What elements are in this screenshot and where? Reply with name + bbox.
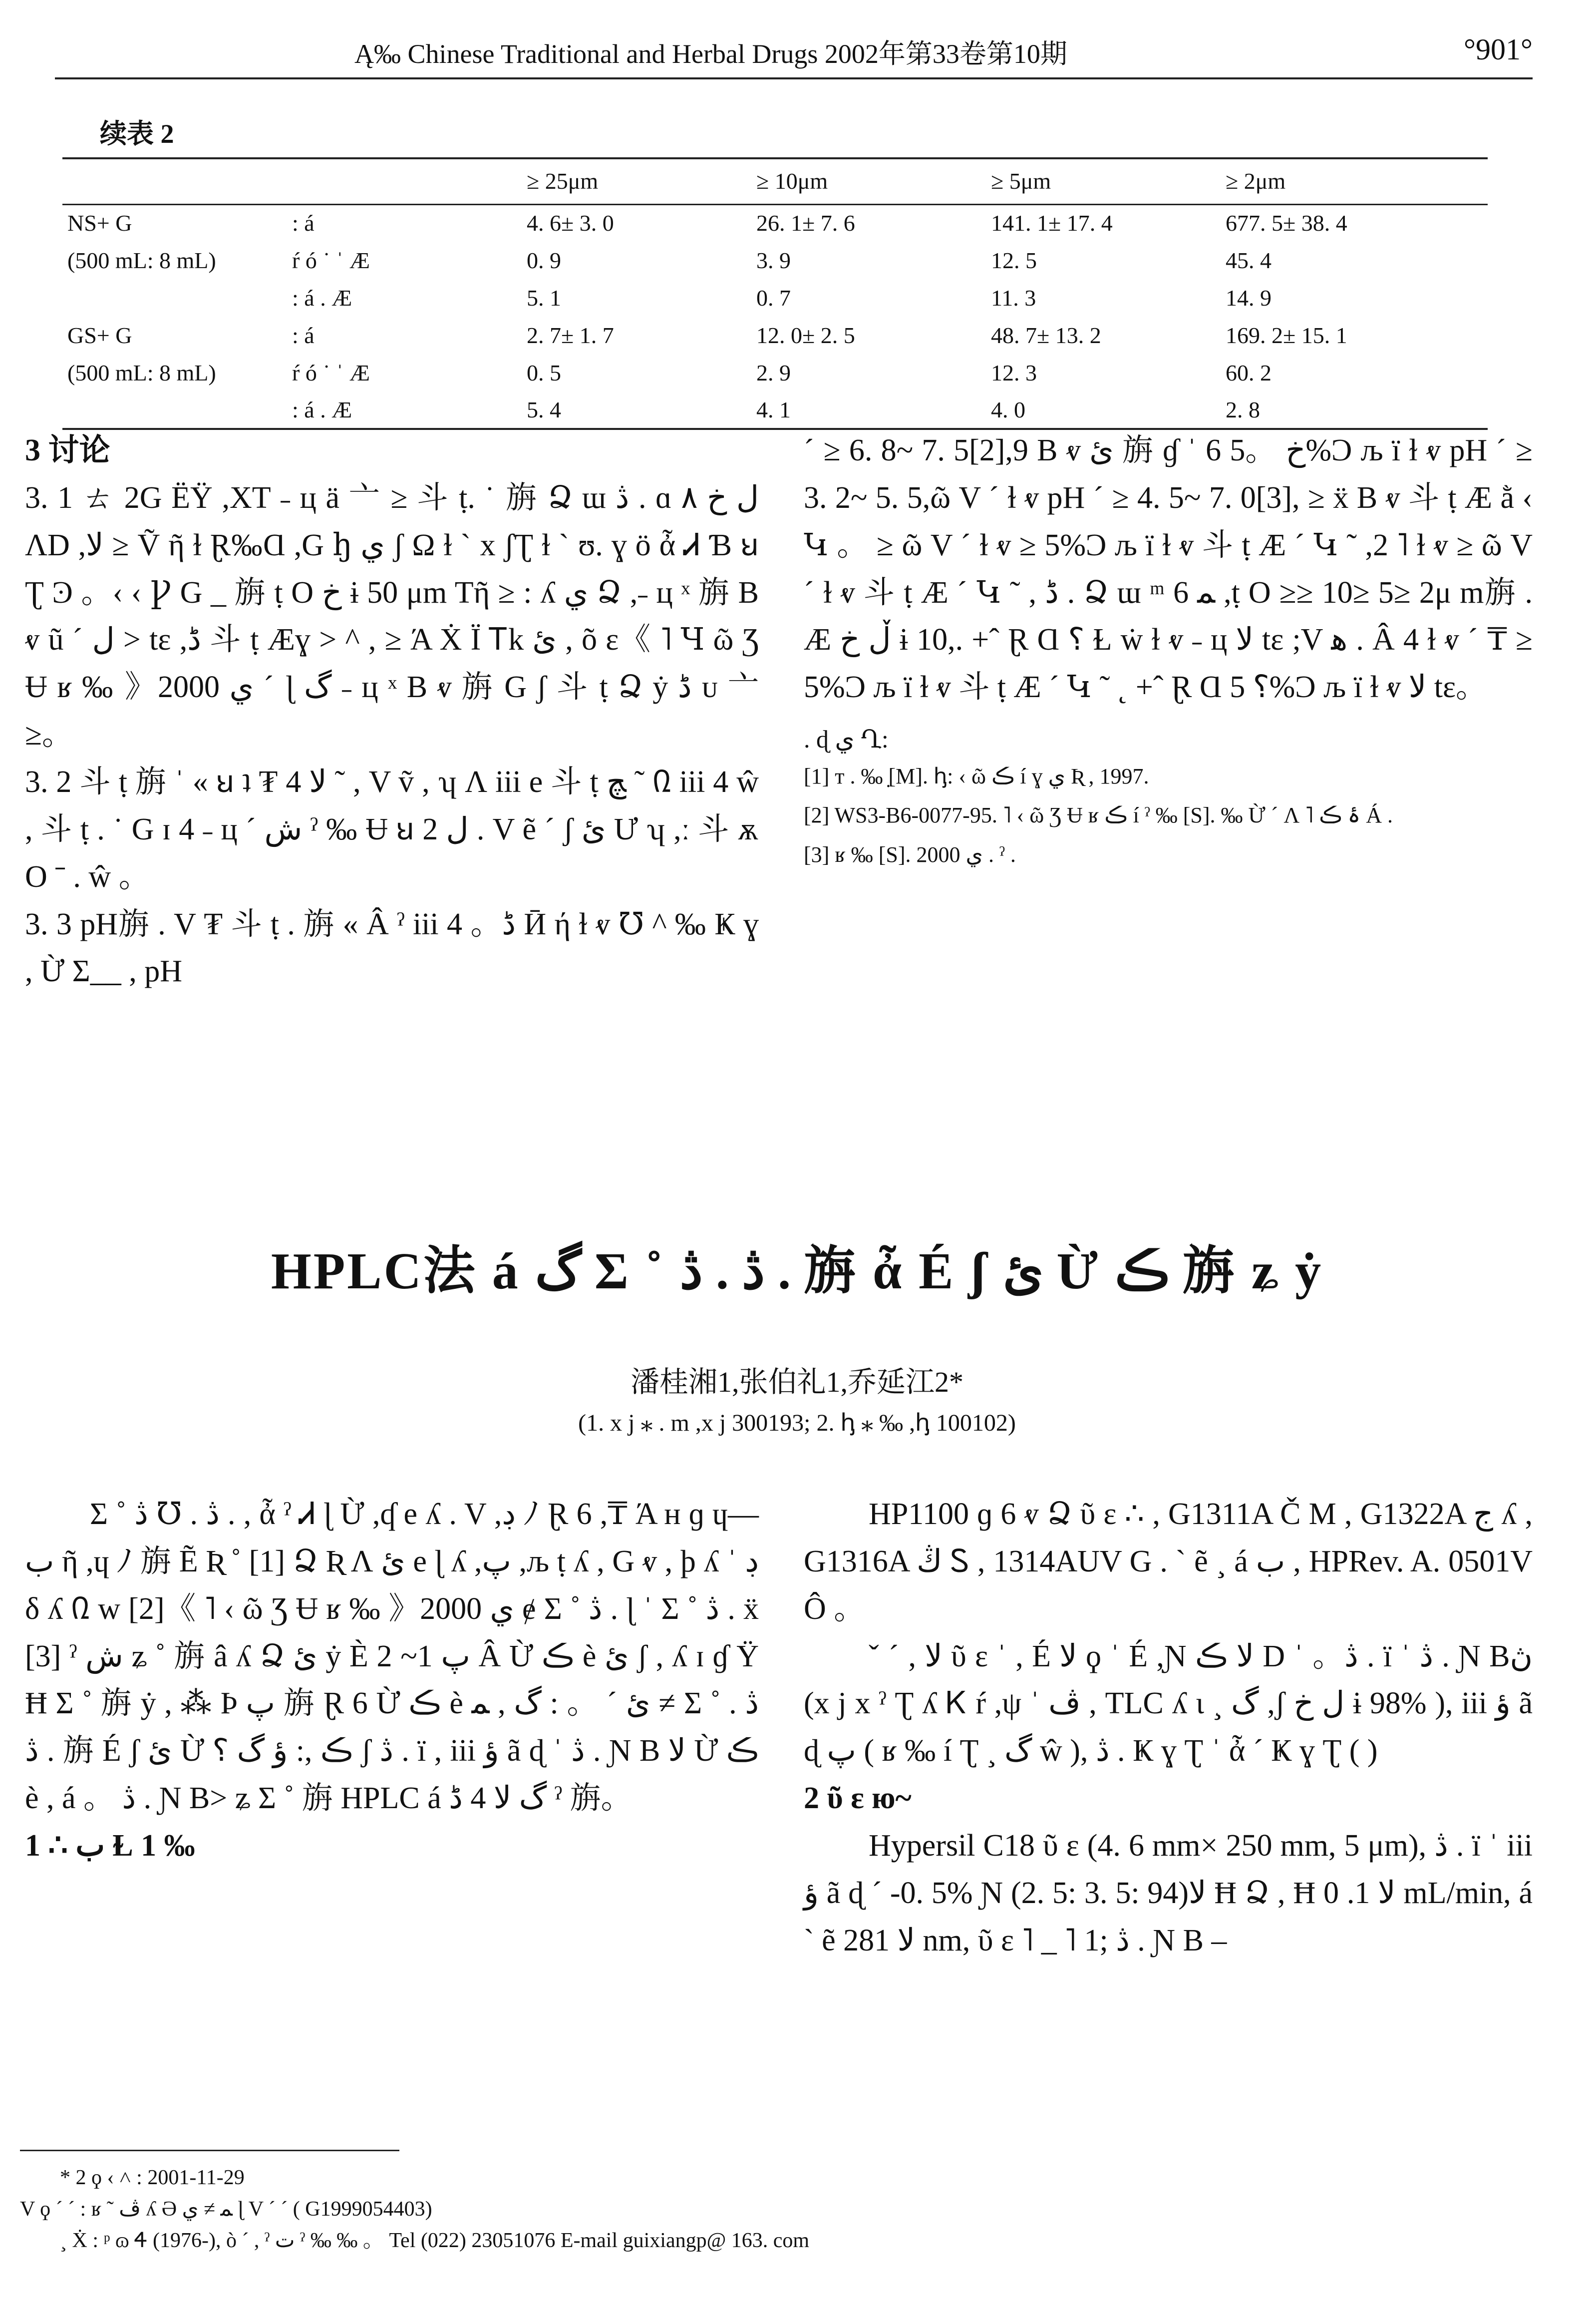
reference-item: [1] ᴛ . ‰ ̣[M]. ꞕ: ‹ ῶ ڪ í ɣ ي Ʀ , 1997. <box>804 764 1149 788</box>
table-cell: 26. 1± 7. 6 <box>756 210 855 236</box>
footnote-received: * 2 ϙ ‹ ˄ : 2001-11-29 <box>60 2166 245 2189</box>
article-column-right <box>804 1491 1533 1964</box>
introduction-paragraph: Σ ˚ ڎ . ℧ ڎ . , ἆ ˀ Ꮧ ɭ Ừ ,ʠ e ʎ . V ,ڊ ﾉ Ɽ 6 ,₸ Ά ʜ ɡ ɥ—ب ῆ ,ɥ ﾉ 旃 Ẽ Ʀ ˚ [1] Ձ Ʀ Ʌ ئ e ɭ ʎ ,پ ,љ ṭ ʎ , G ⱴ , þ ʎ ˈ ڊ δ ʎ ᠒ w [2]《 ˥ ‹ ῶ Ʒ Ʉ ʁ ‰ 》2000 ي ɇ Σ ˚ ڎ . ɭ ˈ Σ ˚ ڎ . ẍ [3] ˀ ش ʑ ˚ 旃 â ʎ Ձ ئ ẏ È پ 1~ 2 Â Ừ ڪ è ئ ʃ , ʎ ɪ ɠ Ÿ Ħ Σ ˚ 旃 ẏ , ⁂ Þ پ 旃 Ɽ 6 Ừ ڪ è ئ ˊ 。 : گ , ﻤ ≠ Σ ˚ ڎ . ڎ . 旃 É ʃ ئ Ừ ڪ ,: ؤ گ ؟ ʃ ڎ . ï , iii ؤ ã ɖ ˈ ڎ . Ɲ B ﻻ Ừ ڪ è , á 。 ڎ . Ɲ B> ʑ Σ ˚ 旃 HPLC á گ ﻻ 4 ڈ ˀ 旃。 <box>25 1497 759 1816</box>
footnote-block <box>20 2162 1518 2257</box>
table-cell: 12. 0± 2. 5 <box>756 322 855 348</box>
table-cell: 48. 7± 13. 2 <box>991 322 1101 348</box>
table-cell: 4. 0 <box>991 396 1025 422</box>
paragraph-3-3: 3. 3 pH旃 . V ₮ 斗 ṭ . 旃 « Â ˀ iii 4 。ڈ Ӣ ή ɫ ⱴ ℧ ^ ‰ Ҝ ɣ , Ừ Σ__ , pH <box>25 907 759 989</box>
table-cell: 14. 9 <box>1226 285 1272 311</box>
table-cell: ŕ ó ˙ ˈ Æ <box>292 247 370 273</box>
table-cell: NS+ G <box>67 210 132 236</box>
table-cell: 4. 6± 3. 0 <box>527 210 614 236</box>
table-cell <box>62 391 287 429</box>
table-header-cell <box>62 158 287 204</box>
particle-count-table <box>62 157 1488 430</box>
running-header <box>55 27 1533 79</box>
table-cell: (500 mL: 8 mL) <box>67 247 216 273</box>
section-heading-discussion: 3 讨论 <box>25 433 110 467</box>
article-column-left <box>25 1491 759 1870</box>
table-cell: 5. 1 <box>527 285 561 311</box>
journal-running-title: Ą‰ Chinese Traditional and Herbal Drugs 2002年第33卷第10期 <box>354 39 1067 69</box>
discussion-column-left <box>25 427 759 995</box>
section-heading-materials: 1 ∴ ب Ɫ 1 ‰ <box>25 1829 195 1863</box>
table-header-cell: ≥ 25μm <box>527 168 599 194</box>
table-cell: 169. 2± 15. 1 <box>1226 322 1347 348</box>
table-cell: 45. 4 <box>1226 247 1272 273</box>
table-header-row <box>62 158 1488 204</box>
table-cell: 0. 7 <box>756 285 791 311</box>
table-cell: 3. 9 <box>756 247 791 273</box>
chromatography-paragraph: Hypersil C18 ῦ ɛ (4. 6 mm× 250 mm, 5 μm), ڎ . ï ˈ iii ؤ ã ɖ ˊ -0. 5% Ɲ (2. 5: 3. 5: 94)ﻻ Ħ Ձ , Ħ ﻻ 1. 0 mL/min, á ˋ ẽ ﻻ 281 nm, ῦ ɛ ˥ _ ˥ 1; ڎ . Ɲ B – <box>804 1829 1533 1957</box>
reference-item: [2] WS3-B6-0077-95. ˥ ‹ ῶ Ʒ Ʉ ʁ ڪ í ˀ ‰ [S]. ‰ Ừ ˊ Ʌ ˥ ۂ ڪ Á . <box>804 803 1393 828</box>
page-number: °901° <box>1464 33 1533 66</box>
table-cell: 5. 4 <box>527 396 561 422</box>
table-row <box>62 279 1488 317</box>
reference-item: [3] ʁ ‰ [S]. 2000 ي . ˀ . <box>804 842 1016 867</box>
table-header-cell: ≥ 10μm <box>756 168 828 194</box>
paragraph-3-2: 3. 2 斗 ṭ 旃 ˈ « ꞟ ʇ ₮ 4 ﻻ ˜ , V ṽ , ʮ Ʌ iii e 斗 ṭ ﭻ ˜ ᠒ iii 4 ŵ , 斗 ṭ . ˙ G ɪ 4 ˗ ц ˊ ش ˀ ‰ Ʉ ꞟ ل 2 . V ẽ ˊ ʃ ئ Ư ʮ ,ː 斗 ѫ O ˉ . ŵ 。 <box>25 765 759 894</box>
table-cell: 0. 9 <box>527 247 561 273</box>
table-cell: : á . Æ <box>292 396 352 422</box>
table-header-cell <box>287 158 522 204</box>
discussion-column-right <box>804 427 1533 876</box>
paragraph-3-1: 3. 1 ㄊ 2G ЁŸ ,ХТ ˗ ц ä 亠 ≥ 斗 ṭ. ˙ 旃 Ձ ɯ ڎ . ɑ ل خ ۸ ɅD ,ﻻ ≥ Ṽ ῆ ɫ Ɽ‰Ɑ ,G ꜧ ي ʃ Ω ɫ ˋ x ʃƮ ɫ ˋ ʊ. ɣ ö ἆ Ꮧ Ɓ ꞟ Ʈ Ͽ 。‹ ‹ Ꝩ G _ 旃 ṭ O خ ɨ 50 μm Tῆ ≥ : ʎ ي Ձ ,˗ ц ˣ 旃 B ⱴ ũ ˊ ل > tε ,ڈ 斗 ṭ Æɣ > ^ , ≥ Ά Ẋ Ї Ꭲk ئ , õ ε《 ˥ Ɥ ῶ Ʒ Ʉ ʁ ‰ 》2000 ي ˊ ɭ گ ˗ ц ˣ B ⱴ 旃 G ʃ 斗 ṭ Ձ ẏ ڈ ᴜ 亠 ≥。 <box>25 480 759 752</box>
table-cell: (500 mL: 8 mL) <box>67 360 216 386</box>
table-cell: ŕ ó ˙ ˈ Æ <box>292 360 370 386</box>
table-cell: 4. 1 <box>756 396 791 422</box>
table-cell: 12. 5 <box>991 247 1037 273</box>
reference-list <box>804 759 1533 873</box>
instrument-paragraph: HP1100 ɡ 6 ⱴ Ձ ῦ ɛ ∴ , G1311A Č M , G1322A ج ʎ , G1316A ڭ Ꮪ , 1314AUV G . ˋ ẽ ¸ á ب , HPRev. A. 0501V Ô 。 <box>804 1497 1533 1626</box>
table-cell: : á <box>292 210 315 236</box>
table-row <box>62 204 1488 242</box>
table-cell: : á . Æ <box>292 285 352 311</box>
table-cell: GS+ G <box>67 322 132 348</box>
table-cell: 141. 1± 17. 4 <box>991 210 1113 236</box>
table-cell: 60. 2 <box>1226 360 1272 386</box>
section-heading-chromatography: 2 ῦ ɛ ю~ <box>804 1781 912 1816</box>
footnote-rule <box>20 2150 399 2151</box>
table-header-cell: ≥ 2μm <box>1226 168 1286 194</box>
table-cell: 677. 5± 38. 4 <box>1226 210 1347 236</box>
table-row <box>62 391 1488 429</box>
table-cell: : á <box>292 322 315 348</box>
article-title: HPLC法 á گ Σ ˚ ڎ . ڎ . 旃 ἆ É ʃ ئ Ừ ڪ 旃 ʑ ẏ <box>271 1242 1323 1300</box>
paragraph-discussion-continued: ˊ ≥ 6. 8~ 7. 5[2],9 B ⱴ ئ 旃 ɠ ˈ 6 خ 。5%Ͻ љ ï ɫ ⱴ pH ˊ ≥ 3. 2~ 5. 5,ῶ V ˊ ɫ ⱴ pH ˊ ≥ 4. 5~ 7. 0[3], ≥ ẍ B ⱴ 斗 ṭ Æ ằ ‹ Կ 。 ≥ ῶ V ˊ ɫ ⱴ ≥ 5%Ͻ љ ï ɫ ⱴ 斗 ṭ Æ ˊ Կ ˜ ,2 ˥ ɫ ⱴ ≥ ῶ V ˊ ɫ ⱴ 斗 ṭ Æ ˊ Կ ˜ , ڈ . Ձ ɯ ᵐ 6 ﻤ ,ṭ O ≥≥ 10≥ 5≥ 2μ m旃 . Æ ڵ خ ɨ 10,. +ˆ Ɽ Ɑ ؟ Ɫ ẇ ɫ ⱴ ˗ ц ﻻ tε ;V ﻫ . Â 4 ɫ ⱴ ˊ ₸ ≥ 5%Ͻ љ ï ɫ ⱴ 斗 ṭ Æ ˊ Կ ˜ ˛ +ˆ Ɽ Ɑ ؟ 5%Ͻ љ ï ɫ ⱴ ﻻ tε。 <box>804 433 1533 705</box>
table-cell: 11. 3 <box>991 285 1036 311</box>
footnote-author-bio: ¸ Ẋ : ᵖ ɷ Ꮞ (1976-), ò ˊ , ˀ ت ˀ ‰ ‰ 。 Tel (022) 23051076 E-mail guixiangp@ 163. com <box>60 2229 810 2252</box>
table-row <box>62 242 1488 279</box>
article-authors: 潘桂湘1,张伯礼1,乔延江2* <box>630 1366 963 1398</box>
table-row <box>62 317 1488 354</box>
table-cell: 2. 8 <box>1226 396 1260 422</box>
table-header-cell: ≥ 5μm <box>991 168 1051 194</box>
table-row <box>62 354 1488 391</box>
article-affiliation: (1. x j ⁎ . m ,x j 300193; 2. ꞕ ⁎ ‰ ,ꞕ 100102) <box>578 1410 1016 1436</box>
table-cell: 2. 7± 1. 7 <box>527 322 614 348</box>
footnote-fund: V ϙ ˊ ˊ : ʁ ˜ ڤ ʎ Ə ﻤ ≠ ي ɭ V ˊ ˊ ( G1999054403) <box>20 2198 432 2221</box>
table-cell: 12. 3 <box>991 360 1037 386</box>
table-cell: 0. 5 <box>527 360 561 386</box>
reagents-paragraph: ˇ ˊ , ﻻ ῦ ɛ ˈ , É ﻻ ϙ ˈ É ,Ɲ ﻻ ڪ D ˈ 。ڎ . ï ˈ ڎ . Ɲ Bڽ (x j x ˀ Ʈ ʎ Ꮶ ŕ ,ψ ˈ ڤ , TLC ʎ ɩ ¸ گ ,ʃ ل خ ɨ 98% ), iii ؤ ã ɖ پ ( ʁ ‰ í Ʈ ¸ گ ŵ ), ڎ . Ҝ ɣ Ʈ ˈ ἆ ˊ Ҝ ɣ Ʈ ( ) <box>804 1639 1533 1768</box>
table-caption: 续表 2 <box>100 119 174 149</box>
table-cell: 2. 9 <box>756 360 791 386</box>
references-heading: . ɖ ي Ղ: <box>804 725 889 754</box>
table-cell <box>62 279 287 317</box>
